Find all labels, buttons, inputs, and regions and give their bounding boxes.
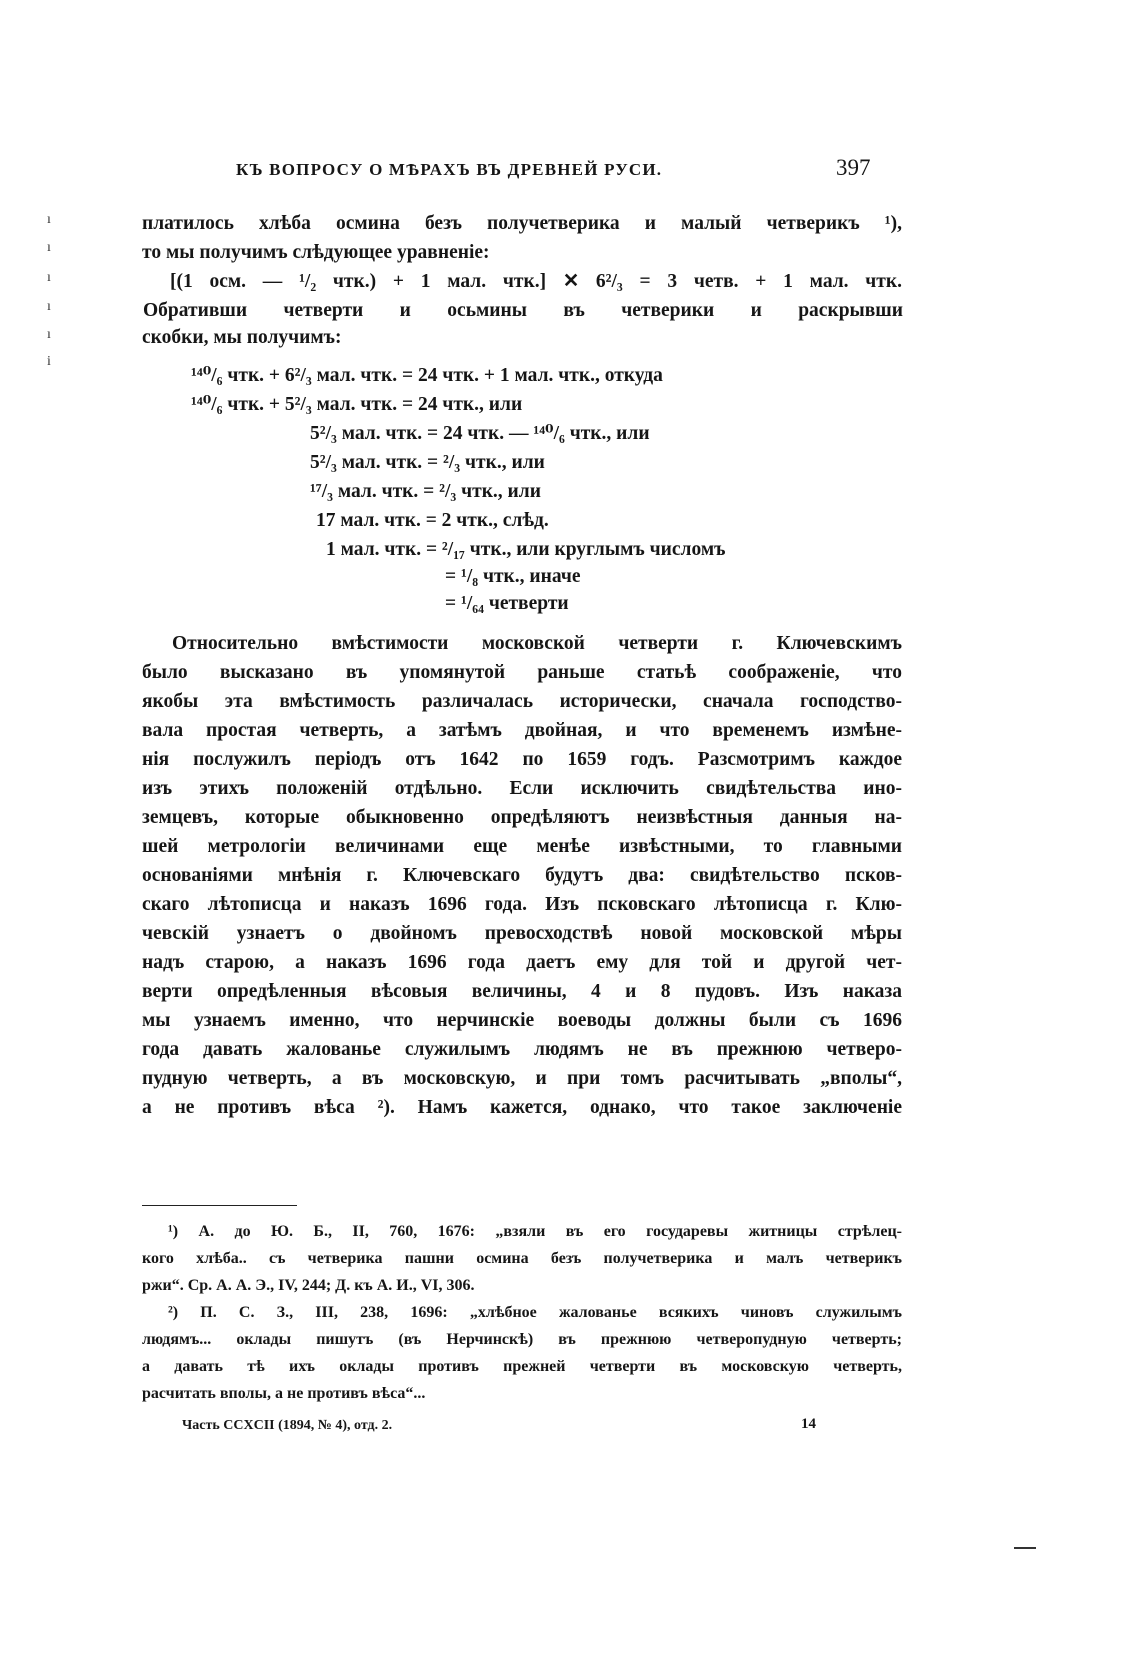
paragraph-line: было высказано въ упомянутой раньше статьѣ соображеніе, что	[142, 662, 902, 683]
margin-mark: ı	[47, 299, 51, 314]
footnote-line: а давать тѣ ихъ оклады противъ прежней четверти въ московскую четверть,	[142, 1358, 902, 1375]
equation-line: 5²/₃ мал. чтк. = 24 чтк. — ¹⁴⁰/₆ чтк., или	[310, 423, 650, 444]
equation-line: ¹⁴⁰/₆ чтк. + 5²/₃ мал. чтк. = 24 чтк., или	[191, 394, 523, 415]
paragraph-line: пудную четверть, а въ московскую, и при томъ расчитывать „вполы“,	[142, 1068, 902, 1089]
footnote-rule	[142, 1205, 297, 1206]
text-line: Обративши четверти и осьмины въ четверики и раскрывши	[143, 300, 903, 321]
paragraph-line: шей метрологіи величинами еще менѣе извѣстными, то главными	[142, 836, 902, 857]
paragraph-line: вала простая четверть, а затѣмъ двойная, и что временемъ измѣне-	[142, 720, 902, 741]
footnote-line: ²) П. С. З., III, 238, 1696: „хлѣбное жалованье всякихъ чиновъ служилымъ	[168, 1304, 902, 1321]
paragraph-line: чевскій узнаетъ о двойномъ превосходствѣ новой московской мѣры	[142, 923, 902, 944]
page-number: 397	[836, 155, 871, 180]
margin-mark: ı	[47, 240, 51, 255]
footnote-line: кого хлѣба.. съ четверика пашни осмина безъ получетверика и малъ четверикъ	[142, 1250, 902, 1267]
edge-mark	[1014, 1547, 1036, 1549]
footnote-line: ржи“. Ср. А. А. Э., IV, 244; Д. къ А. И., VI, 306.	[142, 1277, 475, 1294]
equation-line: = ¹/₈ чтк., иначе	[445, 566, 581, 587]
text-line: скобки, мы получимъ:	[142, 327, 342, 348]
paragraph-line: мы узнаемъ именно, что нерчинскіе воеводы должны были съ 1696	[142, 1010, 902, 1031]
sheet-number: 14	[801, 1416, 816, 1432]
paragraph-line: основаніями мнѣнія г. Ключевскаго будутъ два: свидѣтельство псков-	[142, 865, 902, 886]
margin-mark: i	[47, 354, 51, 369]
running-head: КЪ ВОПРОСУ О МѢРАХЪ ВЪ ДРЕВНЕЙ РУСИ.	[236, 160, 663, 179]
equation-line: 5²/₃ мал. чтк. = ²/₃ чтк., или	[310, 452, 545, 473]
paragraph-line: скаго лѣтописца и наказъ 1696 года. Изъ псковскаго лѣтописца г. Клю-	[142, 894, 902, 915]
equation-line: 1 мал. чтк. = ²/₁₇ чтк., или круглымъ числомъ	[326, 539, 726, 560]
equation-line: [(1 осм. — ¹/₂ чтк.) + 1 мал. чтк.] ✕ 6²/₃ = 3 четв. + 1 мал. чтк.	[170, 271, 902, 292]
printer-signature: Часть CCXCII (1894, № 4), отд. 2.	[182, 1418, 393, 1433]
paragraph-line: надъ старою, а наказъ 1696 года даетъ ему для той и другой чет-	[142, 952, 902, 973]
paragraph-line: земцевъ, которые обыкновенно опредѣляютъ неизвѣстныя данныя на-	[142, 807, 902, 828]
text-line: платилось хлѣба осмина безъ получетверика и малый четверикъ ¹),	[142, 213, 902, 234]
paragraph-line: верти опредѣленныя вѣсовыя величины, 4 и 8 пудовъ. Изъ наказа	[142, 981, 902, 1002]
paragraph-line: изъ этихъ положеній отдѣльно. Если исключить свидѣтельства ино-	[142, 778, 902, 799]
margin-mark: ı	[47, 212, 51, 227]
paragraph-line: а не противъ вѣса ²). Намъ кажется, однако, что такое заключеніе	[142, 1097, 902, 1118]
paragraph-line: нія послужилъ періодъ отъ 1642 по 1659 годъ. Разсмотримъ каждое	[142, 749, 902, 770]
paragraph-line: якобы эта вмѣстимость различалась исторически, сначала господство-	[142, 691, 902, 712]
footnote-line: людямъ... оклады пишутъ (въ Нерчинскѣ) въ прежнюю четверопудную четверть;	[142, 1331, 902, 1348]
footnote-line: расчитать вполы, а не противъ вѣса“...	[142, 1385, 426, 1402]
paragraph-line: года давать жалованье служилымъ людямъ не въ прежнюю четверо-	[142, 1039, 902, 1060]
equation-line: 17 мал. чтк. = 2 чтк., слѣд.	[316, 510, 549, 531]
paragraph-line: Относительно вмѣстимости московской четверти г. Ключевскимъ	[172, 633, 902, 654]
equation-line: = ¹/₆₄ четверти	[445, 593, 569, 614]
text-line: то мы получимъ слѣдующее уравненіе:	[142, 242, 490, 263]
footnote-line: ¹) А. до Ю. Б., II, 760, 1676: „взяли въ его государевы житницы стрѣлец-	[168, 1223, 902, 1240]
margin-mark: ı	[47, 327, 51, 342]
margin-mark: ı	[47, 270, 51, 285]
equation-line: ¹⁴⁰/₆ чтк. + 6²/₃ мал. чтк. = 24 чтк. + 1 мал. чтк., откуда	[191, 365, 663, 386]
equation-line: ¹⁷/₃ мал. чтк. = ²/₃ чтк., или	[310, 481, 541, 502]
